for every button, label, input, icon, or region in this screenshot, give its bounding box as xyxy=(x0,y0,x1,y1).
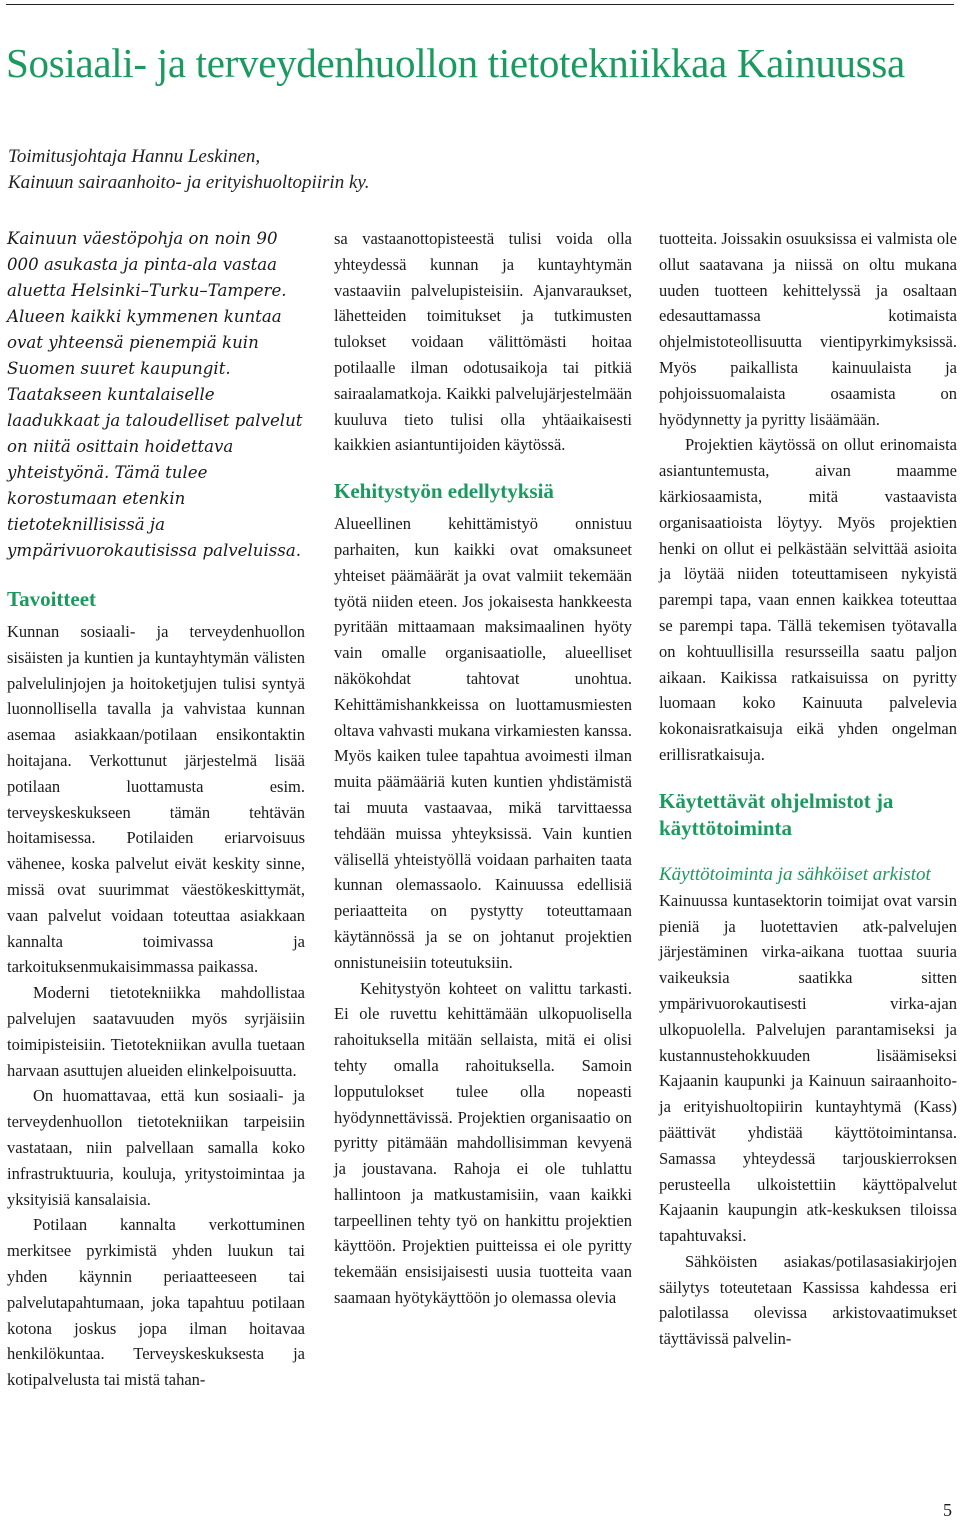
paragraph: Kainuussa kuntasektorin toimijat ovat varsin pieniä ja luotettavien atk-palvelujen järjestäminen virka-aikana tuottaa suuria vaikeuksia saatikka sitten ympärivuorokautisesti virka-ajan ulkopuolella. Palvelujen parantamiseksi ja kustannustehokkuuden lisäämiseksi Kajaanin kaupunki ja Kainuun sairaanhoito- ja erityishuoltopiirin kuntayhtymä (Kass) päättivät yhdistää käyttötoimintansa. Samassa yhteydessä tarjouskierroksen perusteella ulkoistettiin käyttöpalvelut Kajaanin kaupungin atk-keskuksen tiloissa tapahtuvaksi. xyxy=(659,890,957,1246)
paragraph: Moderni tietotekniikka mahdollistaa palvelujen saatavuuden myös syrjäisiin toimipisteisiin. Tietotekniikan avulla tuetaan harvaan asuttujen alueiden elinkelpoisuutta. xyxy=(7,983,305,1080)
byline-author: Toimitusjohtaja Hannu Leskinen, xyxy=(8,146,261,167)
byline-organization: Kainuun sairaanhoito- ja erityishuoltopiirin ky. xyxy=(8,172,370,193)
column-1 xyxy=(7,226,305,1393)
paragraph: Potilaan kannalta verkottuminen merkitsee pyrkimistä yhden luukun tai yhden käynnin periaatteeseen tai palvelutapahtumaan, joka tapahtuu potilaan kotona joskus jopa ilman hoitavaa henkilökuntaa. Terveyskeskuksesta ja kotipalvelusta tai mistä tahan- xyxy=(7,1215,305,1390)
section-heading-kaytettavat-ohjelmistot: Käytettävät ohjelmistot ja käyttötoiminta xyxy=(659,788,894,840)
paragraph: Kunnan sosiaali- ja terveydenhuollon sisäisten ja kuntien ja kuntayhtymän välisten palvelulinjojen ja hoitoketjujen tulisi syntyä luonnollisella tavalla ja vahvistaa kunnan asemaa asiakkaan/potilaan ensikontaktin hoitajana. Verkottunut järjestelmä lisää potilaan luottamusta esim. terveyskeskukseen tämän tehtävän hoitamisessa. Potilaiden eriarvoisuus vähenee, koska palvelut eivät keskity sinne, missä ovat suurimmat väestökeskittymät, vaan palvelut voidaan toteuttaa asiakkaan kannalta toimivassa ja tarkoituksenmukaisimmassa paikassa. xyxy=(7,622,305,977)
lead-paragraph: Kainuun väestöpohja on noin 90 000 asukasta ja pinta-ala vastaa aluetta Helsinki–Turku–Tampere. Alueen kaikki kymmenen kuntaa ovat yhteensä pienempiä kuin Suomen suuret kaupungit. Taatakseen kuntalaiselle laadukkaat ja taloudelliset palvelut on niitä osittain hoidettava yhteistyönä. Tämä tulee korostumaan etenkin tietoteknillisissä ja ympärivuorokautisissa palveluissa. xyxy=(7,229,303,560)
byline xyxy=(8,144,608,196)
top-rule xyxy=(6,4,954,5)
paragraph: On huomattavaa, että kun sosiaali- ja terveydenhuollon tietotekniikan tarpeisiin vastataan, niin palvellaan samalla koko infrastruktuuria, kouluja, yritystoimintaa ja yksityisiä kansalaisia. xyxy=(7,1086,305,1209)
section-heading-tavoitteet: Tavoitteet xyxy=(7,587,97,611)
paragraph: Projektien käytössä on ollut erinomaista asiantuntemusta, aivan maamme kärkiosaamista, mitä vastaavista organisaatioista löytyy. Myös projektien henki on ollut ei pelkästään selvittää asioita ja löytää niiden toteuttamiseen nykyistä parempi tapa, vaan ennen kaikkea toteuttaa se parempi tapa. Tällä tekemisen työtavalla on kohtuullisilla resursseilla saatu paljon aikaan. Kaikissa ratkaisuissa on pyritty luomaan koko Kainuuta palvelevia kokonaisratkaisuja eikä yhden ongelman erillisratkaisuja. xyxy=(659,435,957,764)
paragraph-continued: tuotteita. Joissakin osuuksissa ei valmista ole ollut saatavana ja niissä on oltu mukana uuden tuotteen kehittelyssä ja osaltaan edesauttamassa kotimaista ohjelmistoteollisuutta vientipyrkimyksissä. Myös paikallista kainuulaista ja pohjoissuomalaista osaamista on hyödynnetty ja pyritty lisäämään. xyxy=(659,229,957,429)
paragraph-continued: sa vastaanottopisteestä tulisi voida olla yhteydessä kunnan ja kuntayhtymän vastaaviin palvelupisteisiin. Ajanvaraukset, lähetteiden toimitukset ja tutkimusten tulokset voidaan välittömästi hoitaa potilaalle ilman odotusaikoja tai pitkiä sairaalamatkoja. Kaikki palvelujärjestelmään kuuluva tieto tulisi olla yhtäaikaisesti kaikkien asiantuntijoiden käytössä. xyxy=(334,229,632,455)
article-title: Sosiaali- ja terveydenhuollon tietotekniikkaa Kainuussa xyxy=(6,40,905,86)
section-heading-kehitystyon-edellytyksia: Kehitystyön edellytyksiä xyxy=(334,479,554,504)
paragraph: Alueellinen kehittämistyö onnistuu parhaiten, kun kaikki ovat omaksuneet yhteiset päämäärät ja ovat valmiit tekemään työtä niiden eteen. Jos jokaisesta hankkeesta pyritään mittaamaan maksimaalinen hyöty vain omalle organisaatiolle, alueelliset näkökohdat tahtovat unohtua. Kehittämishankkeissa on luottamusmiesten oltava vahvasti mukana virkamiesten kanssa. Myös kaiken tulee tapahtua avoimesti ilman muita päämääriä kuten kuntien yhdistämistä tai muuta vastaavaa, mikä tarvittaessa tehdään muissa yhteyksissä. Vain kuntien välisellä yhteistyöllä voidaan parhaiten taata kunnan olemassaolo. Kainuussa edellisiä periaatteita on pystytty toteuttamaan käytännössä ja se on johtanut projektien onnistuneisiin toteutuksiin. xyxy=(334,514,632,972)
column-2 xyxy=(334,226,632,1311)
subheading-kayttotoiminta: Käyttötoiminta ja sähköiset arkistot xyxy=(659,863,931,885)
paragraph: Kehitystyön kohteet on valittu tarkasti. Ei ole ruvettu kehittämään ulkopuolisella rahoituksella mitään sellaista, mitä ei olisi tehty omalla rahoituksella. Samoin lopputulokset tulee olla nopeasti hyödynnettävissä. Projektien organisaatio on pyritty pitämään mahdollisimman kevyenä ja joustavana. Rahoja ei ole tuhlattu hallintoon ja matkustamisiin, vaan kaikki tarpeellinen tehty työ on hankittu projektien käyttöön. Projektien puitteissa ei ole pyritty tekemään ensisijaisesti uusia tuotteita vaan saamaan hyötykäyttöön jo olemassa olevia xyxy=(334,978,632,1308)
page-number: 5 xyxy=(943,1500,952,1520)
paragraph: Sähköisten asiakas/potilasasiakirjojen säilytys toteutetaan Kassissa kahdessa eri palotilassa olevissa arkistovaatimukset täyttävissä palvelin- xyxy=(659,1251,957,1349)
column-3 xyxy=(659,226,957,1352)
